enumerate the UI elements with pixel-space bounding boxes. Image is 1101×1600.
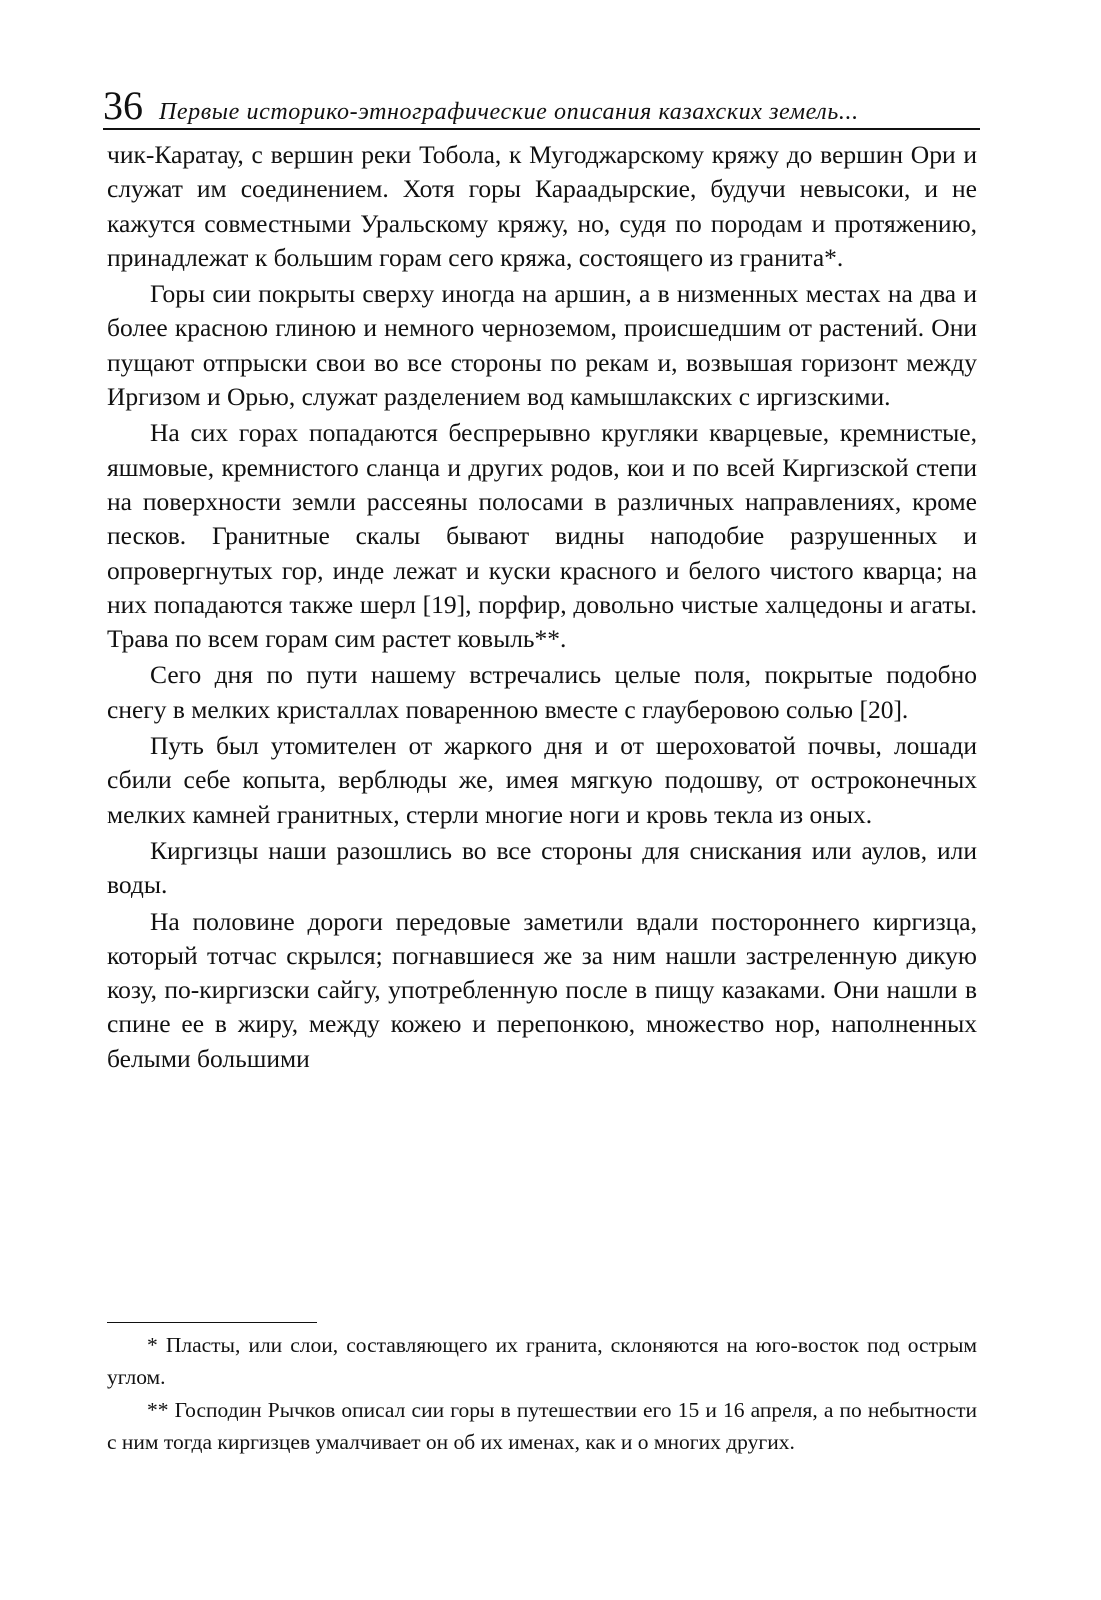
paragraph: Путь был утомителен от жаркого дня и от шероховатой почвы, лошади сбили себе копыта, верблюды же, имея мягкую подошву, от остроконечных мелких камней гранитных, стерли многие ноги и кровь текла из оных.	[107, 731, 977, 829]
main-text	[107, 138, 977, 1078]
paragraph: На сих горах попадаются беспрерывно кругляки кварцевые, кремнистые, яшмовые, кремнистого сланца и других родов, кои и по всей Киргизской степи на поверхности земли рассеяны полосами в различных направлениях, кроме песков. Гранитные скалы бывают видны наподобие разрушенных и опровергнутых гор, инде лежат и куски красного и белого чистого кварца; на них попадаются также шерл [19], порфир, довольно чистые халцедоны и агаты. Трава по всем горам сим растет ковыль**.	[107, 418, 977, 654]
running-title: Первые историко-этнографические описания казахских земель...	[159, 99, 859, 125]
paragraph: На половине дороги передовые заметили вдали постороннего киргизца, который тотчас скрылся; погнавшиеся же за ним нашли застреленную дикую козу, по-киргизски сайгу, употребленную после в пищу казаками. Они нашли в спине ее в жиру, между кожею и перепонкою, множество нор, наполненных белыми большими	[107, 906, 977, 1073]
footnotes	[107, 1330, 977, 1460]
page-header	[103, 82, 980, 129]
footnote: ** Господин Рычков описал сии горы в путешествии его 15 и 16 апреля, а по небытности с ним тогда киргизцев умалчивает он об их именах, как и о многих других.	[107, 1398, 977, 1454]
paragraph: чик-Каратау, с вершин реки Тобола, к Мугоджарскому кряжу до вершин Ори и служат им соединением. Хотя горы Караадырские, будучи невысоки, и не кажутся совместными Уральскому кряжу, но, судя по породам и протяжению, принадлежат к большим горам сего кряжа, состоящего из гранита*.	[107, 140, 977, 272]
footnote: * Пласты, или слои, составляющего их гранита, склоняются на юго-восток под острым углом.	[107, 1333, 977, 1389]
paragraph: Киргизцы наши разошлись во все стороны для снискания или аулов, или воды.	[107, 835, 977, 900]
header-rule	[103, 128, 980, 130]
footnote-separator	[107, 1322, 317, 1323]
paragraph: Сего дня по пути нашему встречались целые поля, покрытые подобно снегу в мелких кристаллах поваренною вместе с глауберовою солью [20].	[107, 660, 977, 724]
page-number: 36	[103, 83, 143, 128]
paragraph: Горы сии покрыты сверху иногда на аршин, а в низменных местах на два и более красною глиною и немного черноземом, происшедшим от растений. Они пущают отпрыски свои во все стороны по рекам и, возвышая горизонт между Иргизом и Орью, служат разделением вод камышлакских с иргизскими.	[107, 279, 977, 412]
